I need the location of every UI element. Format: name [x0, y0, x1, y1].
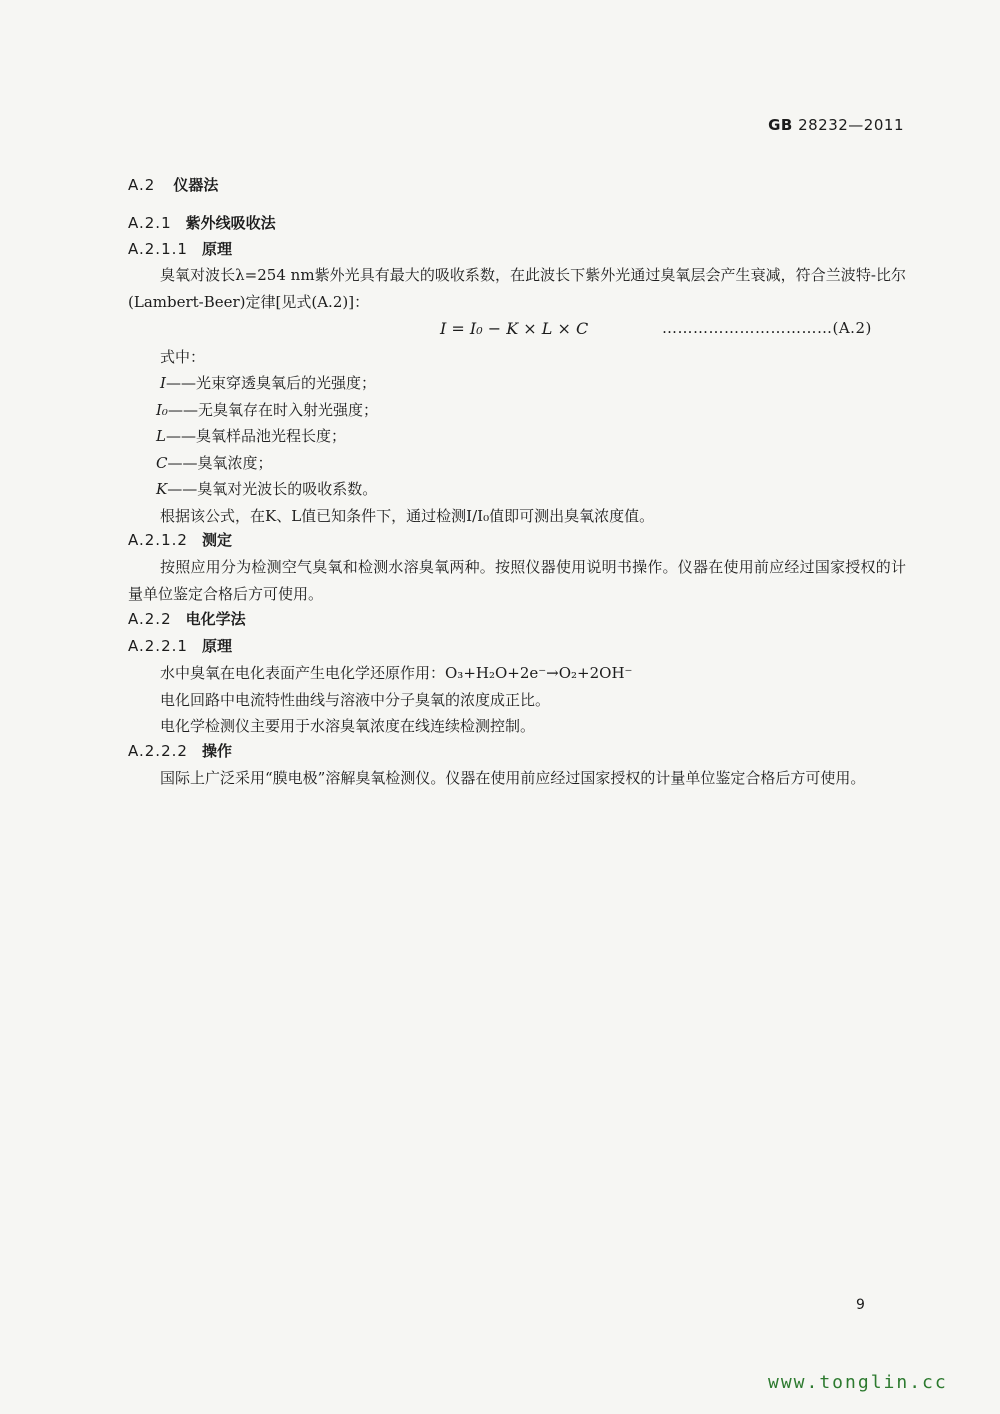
standard-number: GB 28232—2011 [768, 116, 904, 134]
variable-definition: I——光束穿透臭氧后的光强度； [160, 374, 376, 392]
operation-paragraph: 国际上广泛采用“膜电极”溶解臭氧检测仪。仪器在使用前应经过国家授权的计量单位鉴定合格后方可使用。 [160, 769, 866, 787]
variable-definition: C——臭氧浓度； [156, 454, 273, 472]
variable-definition: I₀——无臭氧存在时入射光强度； [156, 401, 378, 419]
measurement-paragraph: 按照应用分为检测空气臭氧和检测水溶臭氧两种。按照仪器使用说明书操作。仪器在使用前应经过国家授权的计量单位鉴定合格后方可使用。 [128, 558, 906, 603]
section-heading-a21: A.2.1 紫外线吸收法 [128, 214, 276, 232]
section-heading-a211: A.2.1.1 原理 [128, 240, 232, 258]
principle-paragraph: 臭氧对波长λ=254 nm紫外光具有最大的吸收系数，在此波长下紫外光通过臭氧层会产生衰减，符合兰波特-比尔(Lambert-Beer)定律[见式(A.2)]： [128, 266, 906, 311]
equation-a2: I = I₀ − K × L × C [440, 319, 589, 338]
electrochemical-line: 电化学检测仪主要用于水溶臭氧浓度在线连续检测控制。 [160, 717, 536, 735]
electrochemical-line: 电化回路中电流特性曲线与溶液中分子臭氧的浓度成正比。 [160, 691, 551, 709]
variable-definition: K——臭氧对光波长的吸收系数。 [156, 480, 378, 498]
where-label: 式中： [160, 348, 206, 366]
formula-usage-paragraph: 根据该公式，在K、L值已知条件下，通过检测I/I₀值即可测出臭氧浓度值。 [160, 507, 655, 525]
equation-number: ……………………………(A.2) [662, 319, 872, 337]
section-heading-a212: A.2.1.2 测定 [128, 531, 232, 549]
section-heading-a222: A.2.2.2 操作 [128, 742, 232, 760]
page-number: 9 [856, 1297, 865, 1313]
section-heading-a2: A.2 仪器法 [128, 176, 219, 194]
watermark-url: www.tonglin.cc [768, 1372, 948, 1393]
electrochemical-reaction-line: 水中臭氧在电化表面产生电化学还原作用：O₃+H₂O+2e⁻→O₂+2OH⁻ [160, 664, 633, 682]
section-heading-a221: A.2.2.1 原理 [128, 637, 232, 655]
variable-definition: L——臭氧样品池光程长度； [156, 427, 346, 445]
section-heading-a22: A.2.2 电化学法 [128, 610, 246, 628]
